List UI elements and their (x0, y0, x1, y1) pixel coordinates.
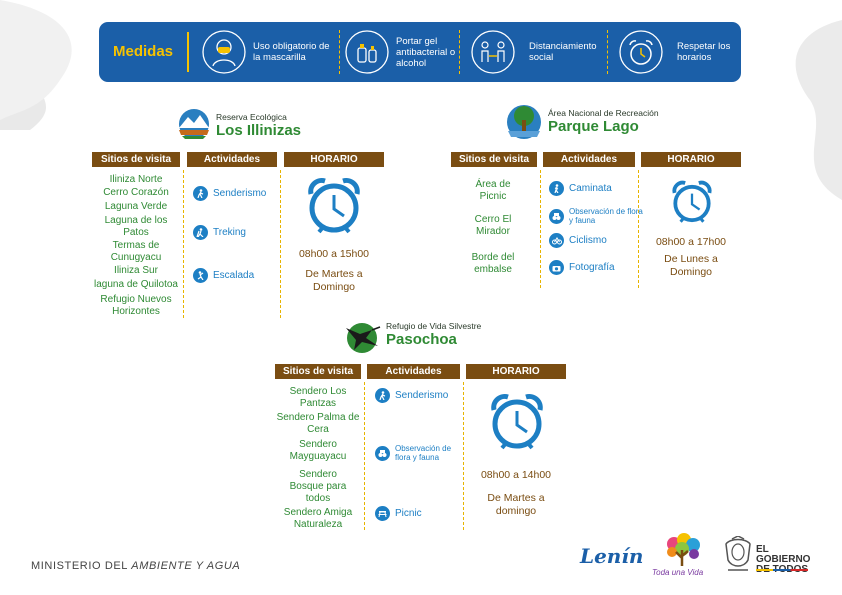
park-subtitle: Reserva Ecológica (216, 112, 287, 122)
site-item: Refugio Nuevos Horizontes (100, 294, 172, 317)
park-name: Parque Lago (548, 118, 639, 135)
site-item: Sendero Los Pantzas (289, 386, 347, 409)
bicycle-icon (549, 233, 564, 248)
ecuador-coat-of-arms-icon (722, 536, 754, 572)
header-actividades: Actividades (543, 152, 635, 167)
gobierno-color-bar (756, 569, 808, 571)
site-item: Cerro El Mirador (474, 214, 512, 237)
pasochoa-hummingbird-logo-icon (342, 320, 382, 356)
site-item: Termas de Cunugyacu (110, 240, 162, 263)
alarm-clock-icon (488, 392, 546, 452)
activity-label: Treking (213, 227, 246, 238)
measures-banner (99, 22, 741, 82)
banner-separator (339, 30, 340, 74)
binoculars-icon (375, 446, 390, 461)
park-subtitle: Refugio de Vida Silvestre (386, 321, 482, 331)
site-item: Sendero Mayguayacu (289, 439, 347, 462)
header-sitios: Sitios de visita (275, 364, 361, 379)
activity-label: Senderismo (395, 390, 449, 401)
activity-label: Caminata (569, 183, 612, 194)
alarm-clock-icon (305, 176, 363, 236)
banner-separator (459, 30, 460, 74)
activity-label: Observación de flora y fauna (569, 207, 643, 225)
ministry-name (31, 560, 240, 572)
park-name: Los Illinizas (216, 122, 302, 139)
column-divider (638, 170, 639, 288)
hours-text: 08h00 a 14h00 (480, 469, 552, 481)
distancing-people-icon (471, 30, 515, 74)
days-text: De Martes a domingo (487, 492, 545, 517)
toda-una-vida-text: Toda una Vida (652, 568, 704, 577)
walking-icon (549, 181, 564, 196)
header-sitios: Sitios de visita (92, 152, 180, 167)
climbing-icon (193, 268, 208, 283)
camera-icon (549, 260, 564, 275)
activity-label: Escalada (213, 270, 255, 281)
header-horario: HORARIO (641, 152, 741, 167)
header-horario: HORARIO (466, 364, 566, 379)
mask-person-icon (202, 30, 246, 74)
picnic-table-icon (375, 506, 390, 521)
banner-divider (187, 32, 189, 72)
activity-item (549, 260, 615, 275)
alarm-clock-icon (619, 30, 663, 74)
site-item: Sendero Palma de Cera (276, 412, 360, 435)
column-divider (183, 170, 184, 318)
illinizas-logo-icon (176, 108, 212, 140)
header-horario: HORARIO (284, 152, 384, 167)
header-actividades: Actividades (367, 364, 460, 379)
activity-item (375, 388, 448, 403)
activity-label: Observación de flora y fauna (395, 444, 452, 462)
site-item: Cerro Corazón (103, 187, 169, 198)
site-item: Borde del embalse (471, 252, 515, 275)
ministry-name-b: AMBIENTE Y AGUA (131, 560, 241, 572)
trekking-icon (193, 225, 208, 240)
gob-line-2: GOBIERNO (756, 554, 811, 565)
activity-item (193, 268, 254, 283)
banner-text-gel: Portar gel antibacterial o alcohol (396, 36, 456, 69)
activity-item (549, 181, 612, 196)
site-item: Área de Picnic (475, 179, 511, 202)
banner-separator (607, 30, 608, 74)
lenin-logo: Lenín (580, 544, 644, 568)
activity-item (375, 444, 465, 462)
column-divider (364, 382, 365, 530)
banner-text-distance: Distanciamiento social (529, 41, 597, 63)
activity-item (549, 207, 649, 225)
activity-item (549, 233, 607, 248)
header-actividades: Actividades (187, 152, 277, 167)
activity-item (375, 506, 422, 521)
site-item: Iliniza Sur (114, 265, 158, 276)
hiking-icon (375, 388, 390, 403)
tree-logo-icon (660, 532, 706, 568)
activity-label: Senderismo (213, 188, 267, 199)
alarm-clock-icon (670, 179, 714, 225)
ministry-name-a: MINISTERIO DEL (31, 560, 132, 572)
site-item: Iliniza Norte (109, 174, 163, 185)
site-item: Laguna de los Patos (104, 215, 168, 238)
activity-item (193, 186, 266, 201)
parque-lago-logo-icon (505, 104, 543, 140)
activity-label: Picnic (395, 508, 422, 519)
gob-line-1: EL (756, 544, 769, 555)
banner-title: Medidas (113, 43, 174, 60)
hours-text: 08h00 a 15h00 (298, 248, 370, 260)
site-item: laguna de Quilotoa (94, 279, 178, 290)
column-divider (280, 170, 281, 318)
column-divider (540, 170, 541, 288)
hiking-icon (193, 186, 208, 201)
park-subtitle: Área Nacional de Recreación (548, 108, 659, 118)
days-text: De Lunes a Domingo (664, 253, 718, 278)
header-sitios: Sitios de visita (451, 152, 537, 167)
activity-item (193, 225, 246, 240)
site-item: Laguna Verde (104, 201, 168, 212)
days-text: De Martes a Domingo (305, 268, 363, 293)
site-item: Sendero Amiga Naturaleza (283, 507, 353, 530)
banner-text-schedule: Respetar los horarios (677, 41, 731, 63)
park-name: Pasochoa (386, 331, 457, 348)
site-item: Sendero Bosque para todos (289, 469, 347, 504)
activity-label: Ciclismo (569, 235, 607, 246)
activity-label: Fotografía (569, 262, 615, 273)
sanitizer-bottles-icon (345, 30, 389, 74)
hours-text: 08h00 a 17h00 (655, 236, 727, 248)
binoculars-icon (549, 209, 564, 224)
banner-text-mask: Uso obligatorio de la mascarilla (253, 41, 330, 63)
